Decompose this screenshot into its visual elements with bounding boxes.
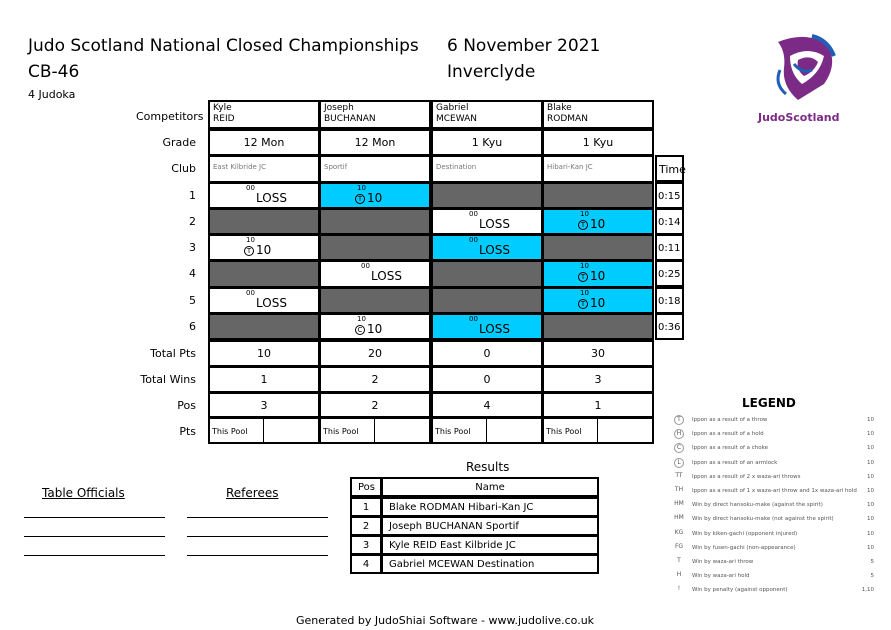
- competitor-name-cell: [431, 100, 543, 129]
- competitor-pool-pts-cell: [542, 417, 654, 444]
- throw-icon: T: [578, 299, 588, 309]
- bout-time-cell: [655, 182, 684, 209]
- pool-label: This Pool: [323, 427, 359, 436]
- legend-icon: C: [674, 443, 684, 453]
- competitor-club-cell: [542, 155, 654, 183]
- legend-value: 1,10: [861, 587, 874, 594]
- pool-label: This Pool: [212, 427, 248, 436]
- bout-time-cell: [655, 208, 684, 235]
- table-officials-heading: Table Officials: [42, 486, 125, 500]
- legend-icon: FG: [674, 542, 684, 550]
- bout-small-score: 00: [469, 210, 478, 218]
- official-line-1: [24, 517, 165, 518]
- bout-result: [355, 191, 382, 205]
- bout-score-value: 10: [367, 322, 383, 336]
- bout-result: LOSS: [479, 322, 510, 336]
- bout-cell: [208, 313, 320, 340]
- bout-time: 0:36: [658, 322, 681, 333]
- bout-small-score: 10: [580, 210, 589, 218]
- competitor-grade: 1 Kyu: [431, 129, 543, 156]
- label-bout-4: 4: [189, 267, 196, 280]
- bout-result: [355, 322, 382, 336]
- results-row-pos: 2: [350, 516, 382, 536]
- legend-item: [672, 513, 878, 527]
- label-total-wins: Total Wins: [140, 373, 196, 386]
- label-bout-2: 2: [189, 215, 196, 228]
- bout-score-value: 10: [256, 243, 272, 257]
- legend-text: Win by fusen-gachi (non-appearance): [692, 544, 796, 551]
- bout-time: 0:18: [658, 296, 681, 307]
- competitor-total-pts: 10: [208, 340, 320, 367]
- bout-time-cell: [655, 260, 684, 287]
- legend-value: 10: [867, 473, 874, 480]
- bout-cell: [431, 313, 543, 340]
- legend-text: Ippon as a result of 2 x waza-ari throws: [692, 473, 801, 480]
- legend-value: 10: [867, 445, 874, 452]
- results-row-pos: 4: [350, 554, 382, 574]
- bout-small-score: 00: [469, 236, 478, 244]
- bout-result: [578, 296, 605, 310]
- legend-text: Ippon as a result of a hold: [692, 431, 764, 438]
- pool-label: This Pool: [435, 427, 471, 436]
- legend-text: Win by penalty (against opponent): [692, 587, 788, 594]
- referee-line-1: [187, 517, 328, 518]
- bout-result: LOSS: [256, 191, 287, 205]
- competitor-name-cell: [319, 100, 431, 129]
- label-pos: Pos: [177, 399, 196, 412]
- bout-result: [578, 269, 605, 283]
- bout-result: LOSS: [479, 243, 510, 257]
- legend-text: Win by waza-ari hold: [692, 573, 750, 580]
- referees-heading: Referees: [226, 486, 279, 500]
- judo-scotland-logo: [768, 34, 840, 110]
- legend-value: 10: [867, 431, 874, 438]
- competitor-first-name: Joseph: [324, 103, 354, 113]
- legend-item: [672, 542, 878, 556]
- bout-small-score: 10: [357, 184, 366, 192]
- results-row-pos: 3: [350, 535, 382, 555]
- official-line-3: [24, 555, 165, 556]
- competitor-total-pts: 20: [319, 340, 431, 367]
- bout-small-score: 10: [580, 262, 589, 270]
- bout-cell: [542, 234, 654, 261]
- competitor-pool-pts-cell: [319, 417, 431, 444]
- competitor-total-wins: 2: [319, 366, 431, 393]
- bout-result: [578, 217, 605, 231]
- bout-cell: [319, 260, 431, 288]
- competitor-total-pts: 30: [542, 340, 654, 367]
- legend-value: 10: [867, 459, 874, 466]
- bout-cell: [208, 208, 320, 235]
- bout-cell: [542, 260, 654, 288]
- event-date: 6 November 2021: [447, 36, 601, 56]
- bout-score-value: 10: [590, 296, 606, 310]
- label-bout-3: 3: [189, 241, 196, 254]
- bout-time: 0:25: [658, 269, 681, 280]
- legend-value: 10: [867, 502, 874, 509]
- legend-icon: T: [674, 415, 684, 425]
- legend-icon: KG: [674, 528, 684, 536]
- label-club: Club: [171, 162, 196, 175]
- bout-score-value: 10: [590, 269, 606, 283]
- championship-title: Judo Scotland National Closed Championships: [28, 36, 419, 56]
- bout-small-score: 10: [580, 289, 589, 297]
- legend-item: [672, 499, 878, 513]
- results-title: Results: [466, 460, 510, 474]
- label-bout-5: 5: [189, 294, 196, 307]
- legend-item: [672, 457, 878, 471]
- results-row-name: Blake RODMAN Hibari-Kan JC: [381, 497, 599, 517]
- throw-icon: T: [244, 246, 254, 256]
- results-row-name: Kyle REID East Kilbride JC: [381, 535, 599, 555]
- legend-icon: L: [674, 458, 684, 468]
- competitor-club: Hibari-Kan JC: [547, 163, 593, 171]
- bout-cell: [542, 182, 654, 209]
- label-bout-1: 1: [189, 189, 196, 202]
- bout-cell: [542, 208, 654, 235]
- competitor-pool-pts-cell: [208, 417, 320, 444]
- legend-text: Ippon as a result of a choke: [692, 445, 769, 452]
- legend-item: [672, 442, 878, 456]
- legend-icon: TT: [675, 471, 683, 479]
- legend-item: [672, 584, 878, 598]
- bout-small-score: 10: [246, 236, 255, 244]
- legend-text: Win by kiken-gachi (opponent injured): [692, 530, 798, 537]
- event-venue: Inverclyde: [447, 62, 536, 82]
- bout-result: LOSS: [256, 296, 287, 310]
- category-label: CB-46: [28, 62, 80, 82]
- official-line-2: [24, 536, 165, 537]
- legend-item: [672, 471, 878, 485]
- bout-small-score: 10: [357, 315, 366, 323]
- competitor-position: 3: [208, 392, 320, 418]
- bout-cell: [431, 287, 543, 314]
- pool-divider: [597, 419, 598, 442]
- bout-result: [244, 243, 271, 257]
- logo-text: JudoScotland: [758, 111, 840, 124]
- choke-icon: C: [355, 325, 365, 335]
- legend-item: [672, 556, 878, 570]
- competitor-first-name: Blake: [547, 103, 572, 113]
- legend-icon: T: [677, 557, 681, 564]
- competitor-club-cell: [208, 155, 320, 183]
- bout-cell: [431, 234, 543, 261]
- legend-item: [672, 428, 878, 442]
- competitor-total-wins: 3: [542, 366, 654, 393]
- time-header: [655, 155, 684, 182]
- bout-small-score: 00: [246, 184, 255, 192]
- legend-icon: TH: [674, 486, 684, 493]
- legend-value: 10: [867, 544, 874, 551]
- legend-text: Ippon as a result of an armlock: [692, 459, 778, 466]
- competitor-grade: 1 Kyu: [542, 129, 654, 156]
- competitor-pool-pts-cell: [431, 417, 543, 444]
- throw-icon: T: [578, 272, 588, 282]
- legend-value: 10: [867, 417, 874, 423]
- competitor-grade: 12 Mon: [319, 129, 431, 156]
- competitor-position: 4: [431, 392, 543, 418]
- bout-cell: [431, 182, 543, 209]
- label-competitors: Competitors: [136, 110, 204, 123]
- results-col-pos: Pos: [350, 477, 382, 497]
- bout-time: 0:15: [658, 191, 681, 202]
- legend-title: LEGEND: [742, 396, 796, 410]
- referee-line-2: [187, 536, 328, 537]
- bout-score-value: 10: [590, 217, 606, 231]
- time-header-label: Time: [659, 163, 686, 176]
- bout-result: LOSS: [371, 269, 402, 283]
- legend-icon: H: [674, 429, 684, 439]
- legend-value: 10: [867, 530, 874, 537]
- competitor-last-name: REID: [213, 114, 235, 124]
- bout-cell: [208, 287, 320, 314]
- competitor-last-name: RODMAN: [547, 114, 588, 124]
- competitor-club-cell: [319, 155, 431, 183]
- legend-item: [672, 414, 878, 428]
- referee-line-3: [187, 555, 328, 556]
- competitor-first-name: Kyle: [213, 103, 232, 113]
- bout-cell: [319, 287, 431, 314]
- competitor-club: Sportif: [324, 163, 348, 171]
- competitor-first-name: Gabriel: [436, 103, 469, 113]
- competitor-position: 1: [542, 392, 654, 418]
- legend-value: 5: [870, 573, 874, 580]
- label-grade: Grade: [162, 136, 196, 149]
- bout-time-cell: [655, 234, 684, 261]
- competitor-name-cell: [542, 100, 654, 129]
- bout-time: 0:11: [658, 243, 681, 254]
- bout-small-score: 00: [246, 289, 255, 297]
- label-total-pts: Total Pts: [150, 347, 196, 360]
- bout-cell: [208, 234, 320, 261]
- legend-text: Ippon as a result of 1 x waza-ari throw and 1x waza-ari hold: [692, 488, 857, 494]
- bout-time-cell: [655, 287, 684, 314]
- legend-text: Ippon as a result of a throw: [692, 417, 768, 423]
- competitor-position: 2: [319, 392, 431, 418]
- legend-text: Win by direct hansoku-make (against the spirit): [692, 502, 823, 509]
- label-pts: Pts: [179, 425, 196, 438]
- competitor-club-cell: [431, 155, 543, 183]
- competitor-club: East Kilbride JC: [213, 163, 267, 171]
- bout-cell: [319, 182, 431, 209]
- results-row-name: Joseph BUCHANAN Sportif: [381, 516, 599, 536]
- bout-cell: [319, 313, 431, 340]
- legend-icon: HM: [674, 514, 684, 522]
- throw-icon: T: [355, 194, 365, 204]
- bout-cell: [208, 260, 320, 288]
- legend-value: 10: [867, 488, 874, 494]
- bout-time-cell: [655, 313, 684, 340]
- throw-icon: T: [578, 220, 588, 230]
- bout-time: 0:14: [658, 217, 681, 228]
- legend-value: 5: [870, 559, 874, 565]
- competitor-last-name: BUCHANAN: [324, 114, 376, 124]
- bout-cell: [319, 208, 431, 235]
- legend-item: [672, 570, 878, 584]
- competitor-total-wins: 1: [208, 366, 320, 393]
- bout-cell: [431, 260, 543, 288]
- competitor-count: 4 Judoka: [28, 88, 76, 101]
- legend-icon: H: [676, 571, 682, 579]
- competitor-total-pts: 0: [431, 340, 543, 367]
- bout-cell: [542, 313, 654, 340]
- legend-text: Win by waza-ari throw: [692, 559, 754, 565]
- bout-cell: [431, 208, 543, 235]
- competitor-grade: 12 Mon: [208, 129, 320, 156]
- legend-text: Win by direct hansoku-make (not against the spirit): [692, 516, 834, 523]
- bout-small-score: 00: [361, 262, 370, 270]
- legend-item: [672, 528, 878, 542]
- pool-label: This Pool: [546, 427, 582, 436]
- bout-cell: [319, 234, 431, 261]
- legend-item: [672, 485, 878, 499]
- competitor-total-wins: 0: [431, 366, 543, 393]
- bout-score-value: 10: [367, 191, 383, 205]
- label-bout-6: 6: [189, 320, 196, 333]
- legend-value: 10: [867, 516, 874, 523]
- pool-divider: [374, 419, 375, 442]
- competitor-club: Destination: [436, 163, 477, 171]
- legend-icon: !: [677, 585, 681, 593]
- bout-cell: [542, 287, 654, 314]
- footer-credit: Generated by JudoShiai Software - www.judolive.co.uk: [296, 614, 595, 627]
- legend-icon: HM: [674, 500, 684, 508]
- results-col-name: Name: [381, 477, 599, 497]
- competitor-name-cell: [208, 100, 320, 129]
- pool-divider: [263, 419, 264, 442]
- bout-result: LOSS: [479, 217, 510, 231]
- results-row-pos: 1: [350, 497, 382, 517]
- bout-cell: [208, 182, 320, 209]
- competitor-last-name: MCEWAN: [436, 114, 478, 124]
- results-row-name: Gabriel MCEWAN Destination: [381, 554, 599, 574]
- pool-divider: [486, 419, 487, 442]
- bout-small-score: 00: [469, 315, 478, 323]
